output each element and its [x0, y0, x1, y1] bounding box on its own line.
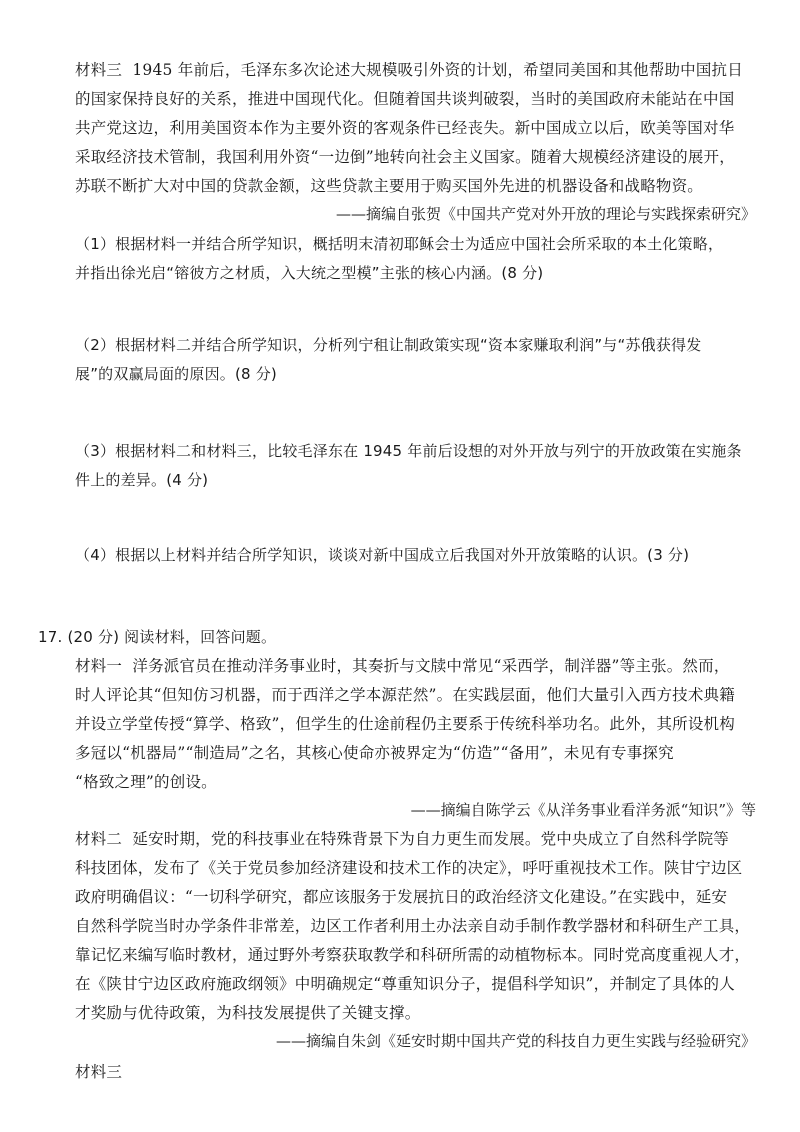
q17-material2-line-2: 科技团体，发布了《关于党员参加经济建设和技术工作的决定》，呼吁重视技术工作。陕甘宁边区 — [75, 859, 743, 877]
q17-material2-line-1: 材料二 延安时期，党的科技事业在特殊背景下为自力更生而发展。党中央成立了自然科学院等 — [75, 830, 729, 848]
material3-source: ——摘编自张贺《中国共产党对外开放的理论与实践探索研究》 — [335, 205, 756, 223]
q17-material1-line-1: 材料一 洋务派官员在推动洋务事业时，其奏折与文牍中常见“采西学，制洋器”等主张。然而， — [75, 657, 730, 675]
q17-material2-source: ——摘编自朱剑《延安时期中国共产党的科技自力更生实践与经验研究》 — [275, 1032, 756, 1050]
question-3-line-2: 件上的差异。(4 分) — [75, 471, 209, 489]
material3-line-2: 的国家保持良好的关系，推进中国现代化。但随着国共谈判破裂，当时的美国政府未能站在中国 — [75, 90, 735, 108]
q17-material2-line-7: 才奖励与优待政策，为科技发展提供了关键支撑。 — [75, 1004, 421, 1022]
q17-material1-line-2: 时人评论其“但知仿习机器，而于西洋之学本源茫然”。在实践层面，他们大量引入西方技术典籍 — [75, 686, 735, 704]
q17-material1-source: ——摘编自陈学云《从洋务事业看洋务派“知识”》等 — [410, 801, 756, 819]
q17-material2-line-6: 在《陕甘宁边区政府施政纲领》中明确规定“尊重知识分子，提倡科学知识”，并制定了具体的人 — [75, 975, 735, 993]
question-17-number: 17. — [38, 628, 63, 646]
q17-material2-line-4: 自然科学院当时办学条件非常差，边区工作者利用土办法亲自动手制作教学器材和科研生产工具， — [75, 917, 751, 935]
question-1-line-1: （1）根据材料一并结合所学知识，概括明末清初耶稣会士为适应中国社会所采取的本土化策略， — [75, 235, 724, 253]
q17-material2-line-3: 政府明确倡议：“一切科学研究，都应该服务于发展抗日的政治经济文化建设。”在实践中，延安 — [75, 888, 728, 906]
q17-material1-line-3: 并设立学堂传授“算学、格致”，但学生的仕途前程仍主要系于传统科举功名。此外，其所设机构 — [75, 715, 735, 733]
question-2-line-2: 展”的双赢局面的原因。(8 分) — [75, 365, 277, 383]
question-1-line-2: 并指出徐光启“镕彼方之材质，入大统之型模”主张的核心内涵。(8 分) — [75, 264, 544, 282]
material3-line-3: 共产党这边，利用美国资本作为主要外资的客观条件已经丧失。新中国成立以后，欧美等国对华 — [75, 119, 735, 137]
q17-material2-label: 材料二 — [75, 830, 123, 848]
material3-line-4: 采取经济技术管制，我国利用外资“一边倒”地转向社会主义国家。随着大规模经济建设的展开， — [75, 148, 735, 166]
question-17-stem: 17. (20 分) 阅读材料，回答问题。 — [38, 628, 277, 646]
material3-line-1: 材料三 1945 年前后，毛泽东多次论述大规模吸引外资的计划，希望同美国和其他帮助中国抗日 — [75, 61, 743, 79]
q17-material1-label: 材料一 — [75, 657, 123, 675]
question-2-line-1: （2）根据材料二并结合所学知识，分析列宁租让制政策实现“资本家赚取利润”与“苏俄获得发 — [75, 336, 702, 354]
q17-material1-line-5: “格致之理”的创设。 — [75, 773, 217, 791]
material3-line-5: 苏联不断扩大对中国的贷款金额，这些贷款主要用于购买国外先进的机器设备和战略物资。 — [75, 177, 704, 195]
q17-material1-line-4: 多冠以“机器局”“制造局”之名，其核心使命亦被界定为“仿造”“备用”，未见有专事探究 — [75, 744, 674, 762]
q17-material3-label: 材料三 — [75, 1063, 123, 1081]
question-3-line-1: （3）根据材料二和材料三，比较毛泽东在 1945 年前后设想的对外开放与列宁的开放政策在实施条 — [75, 442, 742, 460]
q17-material2-line-5: 靠记忆来编写临时教材，通过野外考察获取教学和科研所需的动植物标本。同时党高度重视人才， — [75, 946, 751, 964]
material3-label: 材料三 — [75, 61, 123, 79]
question-4-line-1: （4）根据以上材料并结合所学知识，谈谈对新中国成立后我国对外开放策略的认识。(3 分) — [75, 546, 690, 564]
